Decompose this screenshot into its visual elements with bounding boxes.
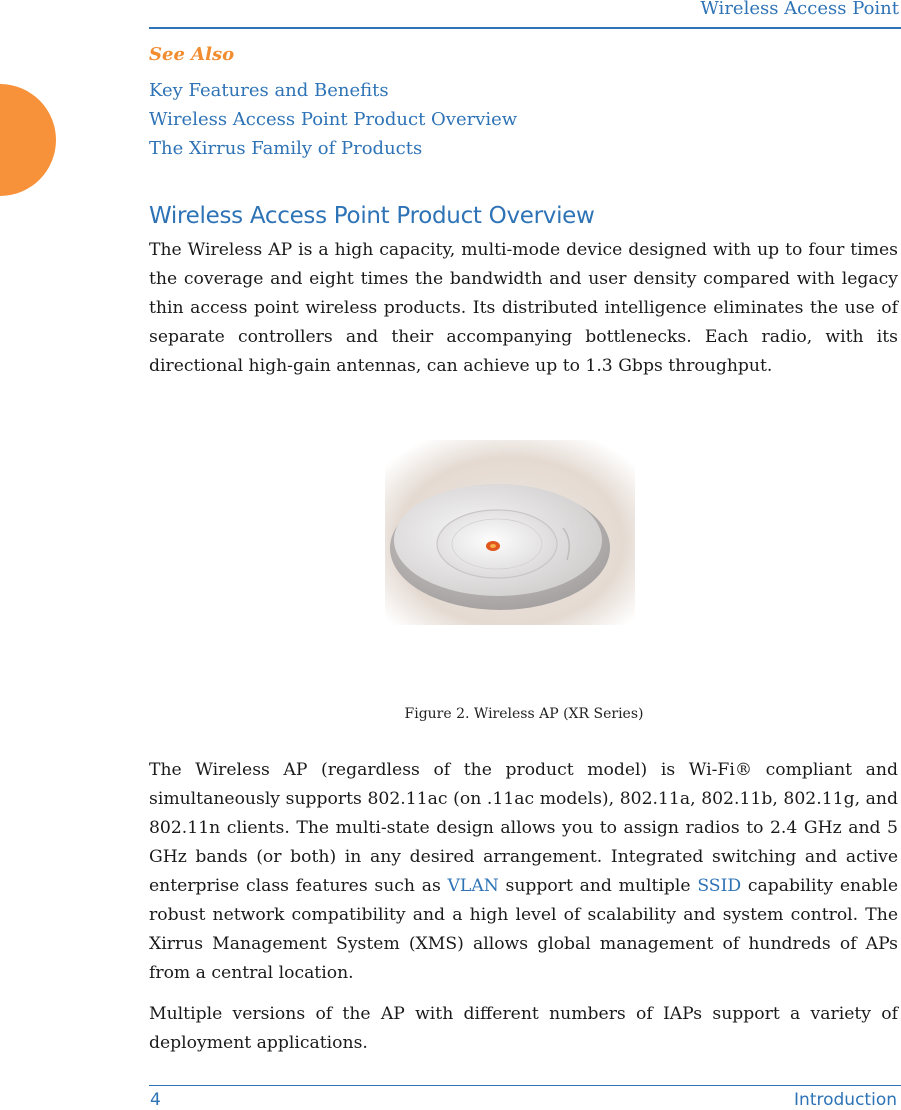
features-text-part-1: The Wireless AP (regardless of the product model) is Wi-Fi® compliant and simultaneously supports 802.11ac (on .11ac models), 802.11a, 802.11b, 802.11g, and 802.11n clients. The multi-state design allows you to assign radios to 2.4 GHz and 5 GHz bands (or both) in any desired arrangement. Integrated switching and active enterprise class features such as — [149, 760, 898, 896]
chapter-tab-marker — [0, 84, 56, 196]
features-paragraph — [149, 756, 898, 988]
running-header: Wireless Access Point — [700, 0, 899, 19]
see-also-list — [149, 76, 517, 163]
footer-rule — [149, 1085, 901, 1086]
wireless-ap-image — [385, 440, 635, 625]
versions-paragraph: Multiple versions of the AP with different numbers of IAPs support a variety of deployment applications. — [149, 1004, 898, 1053]
overview-paragraph: The Wireless AP is a high capacity, multi-mode device designed with up to four times the coverage and eight times the bandwidth and user density compared with legacy thin access point wireless products. Its distributed intelligence eliminates the use of separate controllers and their accompanying bottlenecks. Each radio, with its directional high-gain antennas, can achieve up to 1.3 Gbps throughput. — [149, 240, 898, 376]
features-text-part-2: support and multiple — [505, 876, 691, 896]
footer-section-name: Introduction — [794, 1090, 897, 1110]
features-text-part-3: capability enable robust network compatibility and a high level of scalability and system control. The Xirrus Management System (XMS) allows global management of hundreds of APs from a central location. — [149, 876, 899, 983]
header-rule — [149, 27, 901, 29]
see-also-heading: See Also — [149, 44, 235, 65]
see-also-link-key-features[interactable]: Key Features and Benefits — [149, 80, 389, 101]
vlan-link[interactable]: VLAN — [447, 876, 499, 896]
figure-caption: Figure 2. Wireless AP (XR Series) — [404, 706, 644, 722]
page-number: 4 — [150, 1090, 161, 1110]
section-title: Wireless Access Point Product Overview — [149, 203, 595, 229]
see-also-link-xirrus-family[interactable]: The Xirrus Family of Products — [149, 138, 423, 159]
see-also-link-product-overview[interactable]: Wireless Access Point Product Overview — [149, 109, 518, 130]
ssid-link[interactable]: SSID — [697, 876, 742, 896]
